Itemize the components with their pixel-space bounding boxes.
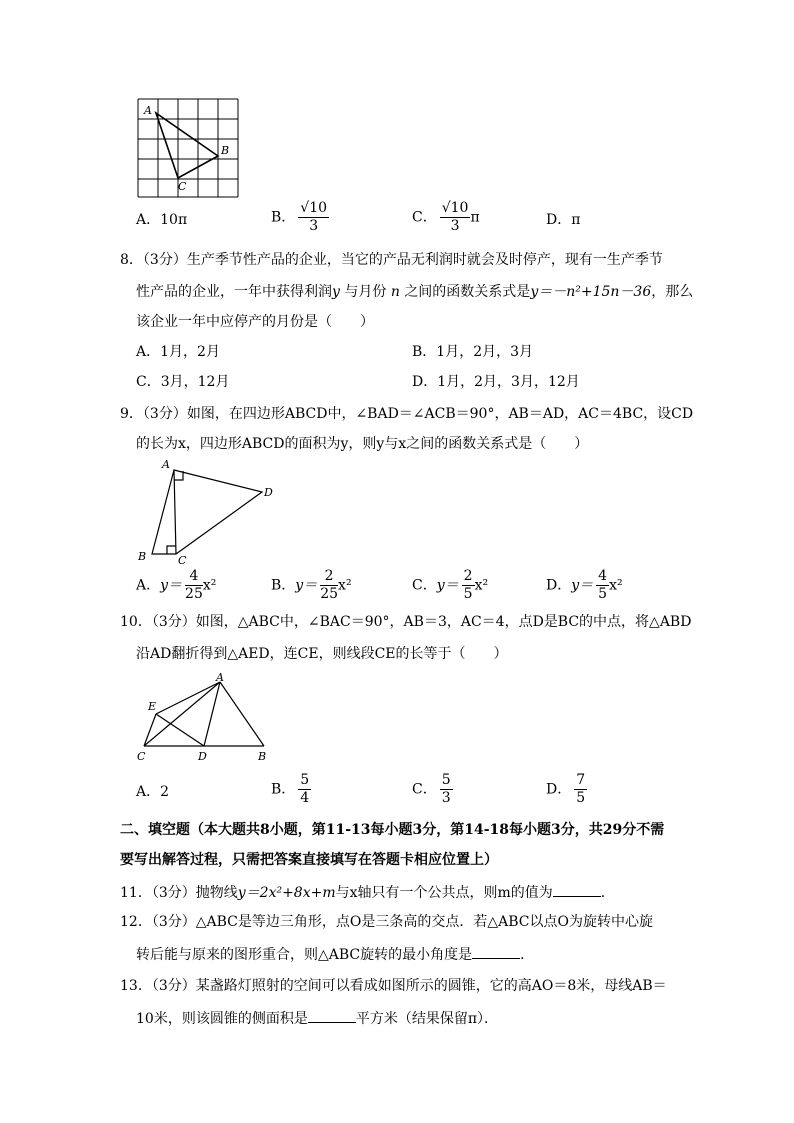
q9-option-a[interactable]: A．y＝ $\frac{4}{25}$ x² [136,568,217,602]
q9-line1: 9．（3分）如图，在四边形ABCD中，∠BAD＝∠ACB＝90°，AB＝AD，AC＝4BC，设CD [120,406,694,422]
triangle-abc [156,113,218,178]
triangle-fold-figure [134,672,274,768]
q9-line2: 的长为x，四边形ABCD的面积为y，则y与x之间的函数关系式是（ ） [136,436,589,452]
q10-option-b[interactable]: B． $\frac{5}{4}$ [271,772,310,806]
q8-line2: 性产品的企业，一年中获得利润y 与月份 n 之间的函数关系式是y＝－n²+15n－36，那么 [136,284,694,300]
quadrilateral-figure [134,456,284,566]
grid-figure [134,96,244,200]
label-a: A [144,104,152,117]
answer-blank[interactable] [553,882,601,897]
answer-blank[interactable] [472,944,520,959]
q8-option-b[interactable]: B．1月，2月，3月 [412,344,534,360]
label-c: C [137,750,146,763]
q8-line3: 该企业一年中应停产的月份是（ ） [136,314,374,330]
label-d: D [264,486,273,499]
label-b: B [221,144,230,157]
q9-option-b[interactable]: B．y＝ $\frac{2}{25}$ x² [271,568,352,602]
q8-line1: 8．（3分）生产季节性产品的企业，当它的产品无利润时就会及时停产，现有一生产季节 [120,252,663,268]
q7-option-d[interactable]: D．π [546,212,581,228]
answer-blank[interactable] [308,1008,356,1023]
q10-option-d[interactable]: D． $\frac{7}{5}$ [546,772,586,806]
q10-line1: 10．（3分）如图，△ABC中，∠BAC＝90°，AB＝3，AC＝4，点D是BC的中点，将△ABD [120,614,692,630]
label-b: B [258,750,267,763]
label-c: C [178,554,187,566]
section-heading: 二、填空题（本大题共8小题，第11-13每小题3分，第14-18每小题3分，共29分不需 [120,822,665,838]
q10-option-a[interactable]: A．2 [136,784,170,800]
label-d: D [198,750,207,763]
q10-option-c[interactable]: C． $\frac{5}{3}$ [412,772,451,806]
q7-option-b[interactable]: B． $\frac{√10}{3}$ [271,200,328,234]
q7-option-c[interactable]: C． $\frac{√10}{3}$ π [412,200,480,234]
q13-line2: 10米，则该圆锥的侧面积是 平方米（结果保留π）． [136,1008,498,1029]
label-b: B [138,550,147,563]
q9-option-d[interactable]: D．y＝ $\frac{4}{5}$ x² [546,568,623,602]
q8-option-d[interactable]: D．1月，2月，3月，12月 [412,374,580,390]
label-a: A [162,458,170,471]
label-a: A [216,672,224,684]
q12-line1: 12．（3分）△ABC是等边三角形，点O是三条高的交点．若△ABC以点O为旋转中心旋 [120,914,653,930]
q7-option-a[interactable]: A．10π [136,212,188,228]
q8-option-c[interactable]: C．3月，12月 [136,374,230,390]
q9-option-c[interactable]: C．y＝ $\frac{2}{5}$ x² [412,568,489,602]
q12-line2: 转后能与原来的图形重合，则△ABC旋转的最小角度是 ． [136,944,534,965]
q11: 11．（3分）抛物线y＝2x²+8x+m与x轴只有一个公共点，则m的值为 ． [120,882,615,903]
q13-line1: 13．（3分）某盏路灯照射的空间可以看成如图所示的圆锥，它的高AO＝8米，母线AB＝ [120,978,667,994]
section-heading-cont: 要写出解答过程，只需把答案直接填写在答题卡相应位置上） [120,852,498,868]
q8-option-a[interactable]: A．1月，2月 [136,344,220,360]
label-e: E [148,700,157,713]
q10-line2: 沿AD翻折得到△AED，连CE，则线段CE的长等于（ ） [136,646,508,662]
label-c: C [178,180,187,193]
